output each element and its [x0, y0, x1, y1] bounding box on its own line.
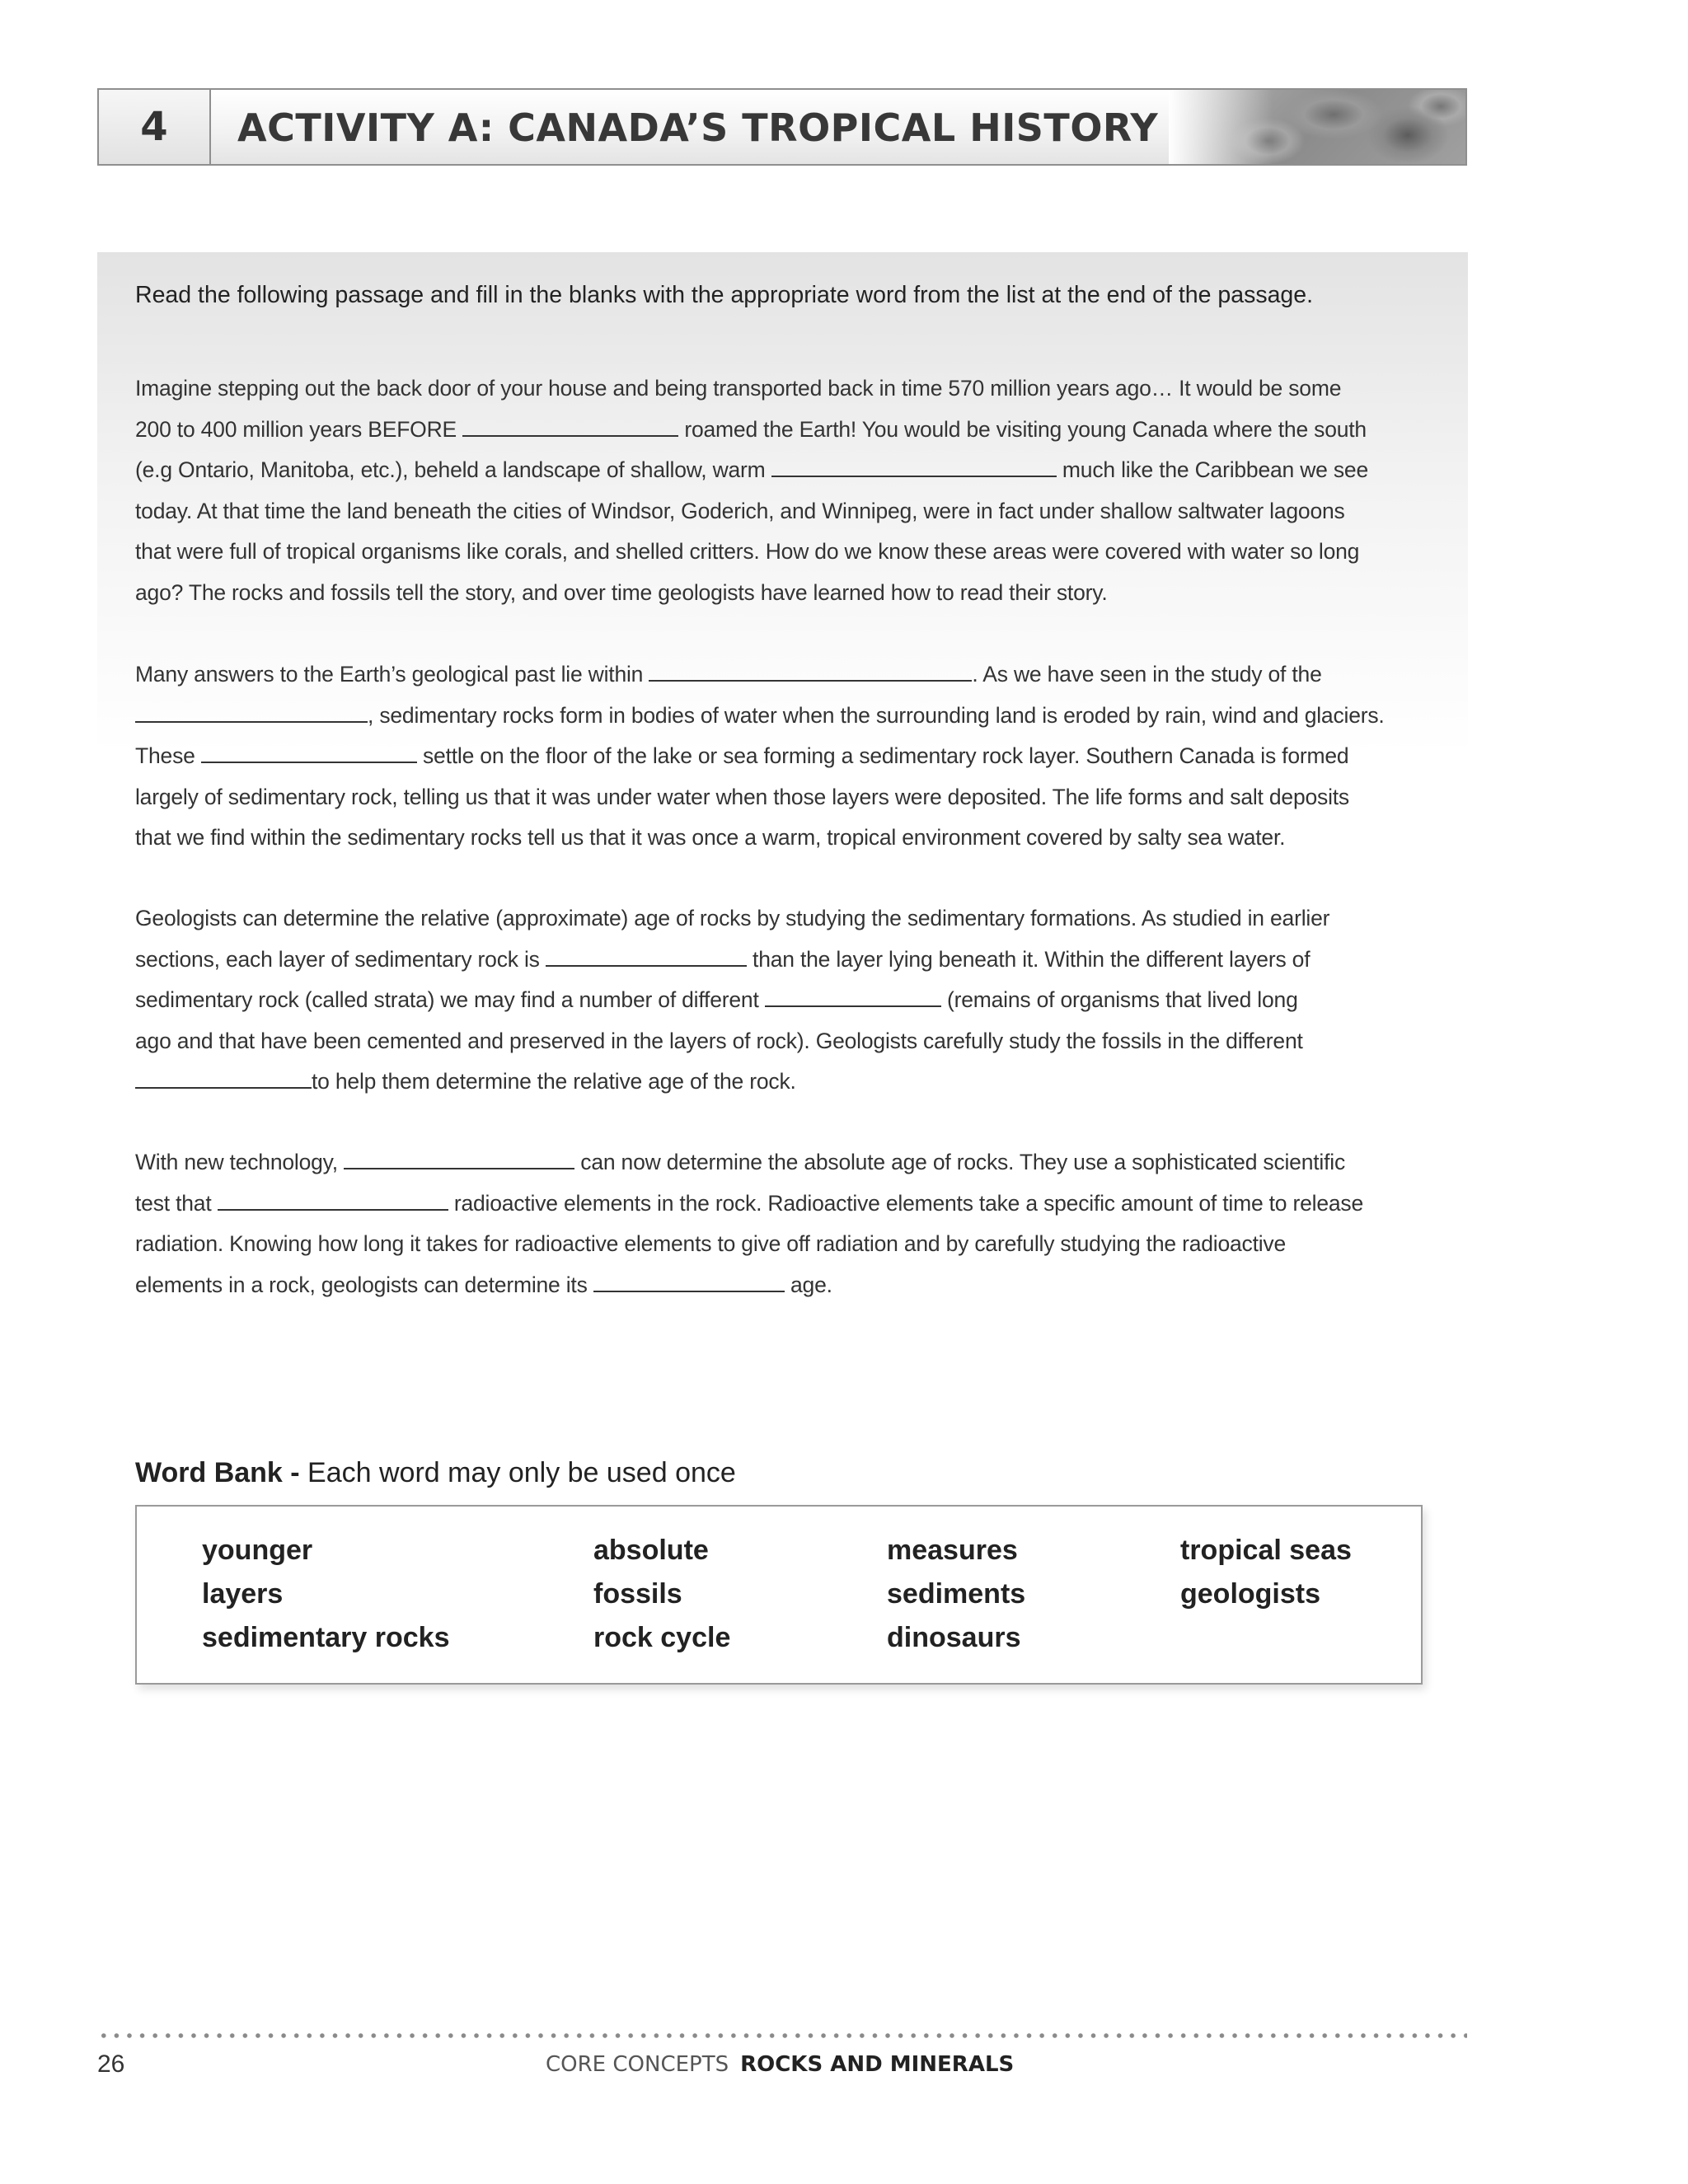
word-bank-word: measures: [887, 1535, 1018, 1566]
word-bank-word: rock cycle: [593, 1622, 731, 1653]
blank-6[interactable]: [546, 944, 747, 967]
word-bank-word: layers: [202, 1578, 284, 1610]
blank-4[interactable]: [135, 700, 368, 723]
word-bank-word: sedimentary rocks: [202, 1622, 450, 1653]
word-bank-word: tropical seas: [1180, 1535, 1352, 1566]
blank-10[interactable]: [218, 1188, 448, 1211]
blank-3[interactable]: [649, 658, 972, 682]
passage-text: Geologists can determine the relative (approximate) age of rocks by studying the sedimentary formations. As studied in earlier: [135, 906, 1330, 930]
passage-text: 200 to 400 million years BEFORE: [135, 416, 457, 442]
passage-text: ago and that have been cemented and preserved in the layers of rock). Geologists carefully study the fossils in the different: [135, 1028, 1303, 1053]
paragraph-1: [135, 368, 1454, 613]
word-bank-word: younger: [202, 1535, 313, 1566]
passage-text: radiation. Knowing how long it takes for radioactive elements to give off radiation and by carefully studying the radioactive: [135, 1231, 1287, 1256]
instructions: Read the following passage and fill in the blanks with the appropriate word from the list at the end of the passage.: [135, 282, 1314, 308]
word-bank-word: sediments: [887, 1578, 1026, 1610]
blank-5[interactable]: [201, 740, 417, 763]
passage-text: age.: [790, 1272, 832, 1297]
paragraph-2: [135, 654, 1454, 859]
paragraph-4: [135, 1142, 1454, 1305]
passage-text: These: [135, 743, 195, 768]
activity-header: [97, 88, 1467, 166]
series-name: CORE CONCEPTS: [546, 2052, 729, 2077]
blank-7[interactable]: [765, 984, 941, 1007]
paragraph-3: [135, 898, 1454, 1103]
passage-text: sections, each layer of sedimentary rock is: [135, 946, 540, 972]
dotted-divider: [97, 2032, 1467, 2039]
blank-2[interactable]: [771, 454, 1057, 477]
passage-text: that we find within the sedimentary rocks tell us that it was once a warm, tropical environment covered by salty sea water.: [135, 825, 1286, 850]
passage-text: than the layer lying beneath it. Within the different layers of: [753, 946, 1311, 972]
word-bank-note: Each word may only be used once: [299, 1457, 736, 1488]
running-footer: [546, 2052, 1014, 2077]
passage-text: that were full of tropical organisms like corals, and shelled critters. How do we know these areas were covered with water so long: [135, 539, 1360, 564]
word-bank-word: fossils: [593, 1578, 682, 1610]
blank-11[interactable]: [593, 1269, 785, 1292]
passage-text: to help them determine the relative age of the rock.: [312, 1069, 796, 1094]
passage-text: With new technology,: [135, 1150, 338, 1174]
passage-text: largely of sedimentary rock, telling us that it was under water when those layers were deposited. The life forms and salt deposits: [135, 784, 1349, 809]
passage-text: test that: [135, 1190, 212, 1216]
passage-text: today. At that time the land beneath the cities of Windsor, Goderich, and Winnipeg, were in fact under shallow saltwater lagoons: [135, 498, 1345, 523]
activity-title: ACTIVITY A: CANADA’S TROPICAL HISTORY: [237, 105, 1159, 150]
page-number: 26: [97, 2050, 125, 2078]
word-bank-word: dinosaurs: [887, 1622, 1021, 1653]
passage-text: settle on the floor of the lake or sea forming a sedimentary rock layer. Southern Canada is formed: [423, 743, 1349, 768]
passage-text: radioactive elements in the rock. Radioactive elements take a specific amount of time to release: [453, 1190, 1364, 1216]
blank-1[interactable]: [462, 414, 678, 437]
passage-text: . As we have seen in the study of the: [972, 662, 1322, 687]
word-bank-word: absolute: [593, 1535, 709, 1566]
passage-text: (remains of organisms that lived long: [946, 987, 1298, 1012]
passage-text: (e.g Ontario, Manitoba, etc.), beheld a landscape of shallow, warm: [135, 457, 766, 482]
blank-8[interactable]: [135, 1066, 312, 1089]
passage-text: Imagine stepping out the back door of your house and being transported back in time 570 million years ago… It would be some: [135, 376, 1342, 401]
word-bank-heading: [135, 1457, 736, 1489]
passage-text: Many answers to the Earth’s geological past lie within: [135, 662, 644, 687]
passage-text: sedimentary rock (called strata) we may find a number of different: [135, 987, 759, 1012]
passage-text: elements in a rock, geologists can determine its: [135, 1272, 588, 1297]
rock-photo: [1169, 90, 1465, 164]
passage-text: , sedimentary rocks form in bodies of water when the surrounding land is eroded by rain, wind and glaciers.: [368, 702, 1385, 728]
activity-number: 4: [99, 90, 211, 164]
passage-text: can now determine the absolute age of rocks. They use a sophisticated scientific: [580, 1150, 1346, 1174]
blank-9[interactable]: [344, 1146, 574, 1169]
word-bank-word: geologists: [1180, 1578, 1321, 1610]
passage-text: roamed the Earth! You would be visiting young Canada where the south: [684, 416, 1367, 442]
passage-text: much like the Caribbean we see: [1062, 457, 1369, 482]
passage-text: ago? The rocks and fossils tell the story, and over time geologists have learned how to read their story.: [135, 579, 1108, 605]
word-bank-label: Word Bank -: [135, 1457, 300, 1488]
subject-name: ROCKS AND MINERALS: [740, 2052, 1015, 2077]
